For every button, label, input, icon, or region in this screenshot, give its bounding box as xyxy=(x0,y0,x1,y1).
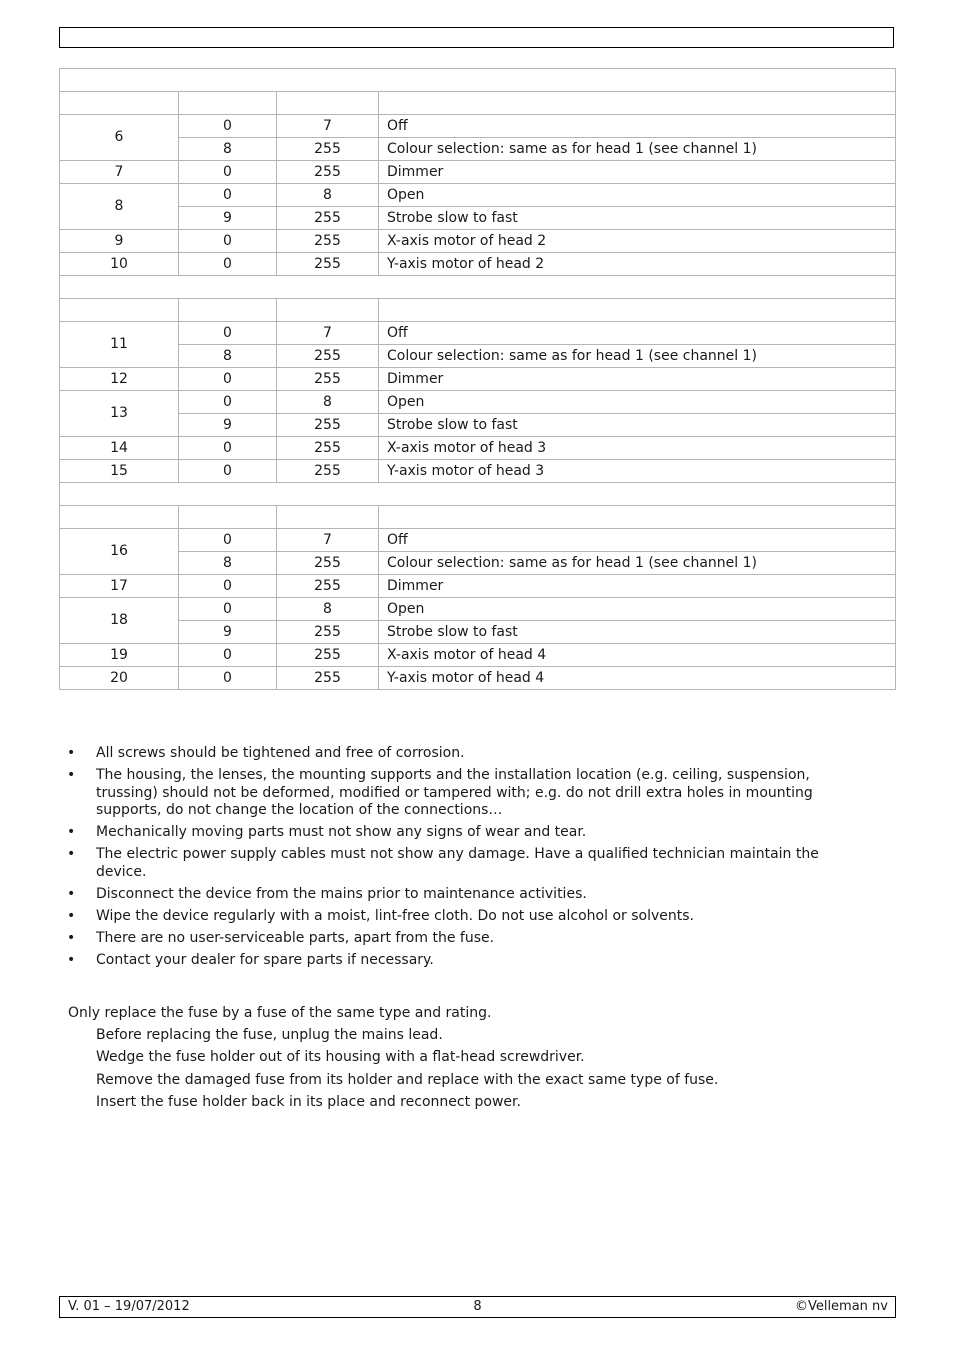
footer-version: V. 01 – 19/07/2012 xyxy=(68,1299,190,1314)
dmx-channel-table xyxy=(59,68,896,690)
maintenance-bullet-list xyxy=(67,745,867,974)
fuse-step: Remove the damaged fuse from its holder and replace with the exact same type of fuse. xyxy=(96,1071,719,1088)
column-header-row xyxy=(60,506,896,529)
function-cell: X-axis motor of head 4 xyxy=(379,644,896,667)
list-item: • The housing, the lenses, the mounting supports and the installation location (e.g. ceiling, suspension, trussing) should not be deformed, modified or tampered with; e.g. do not drill extra holes in mounting supports, do not change the location of the connections… xyxy=(67,767,867,820)
function-cell: Colour selection: same as for head 1 (see channel 1) xyxy=(379,345,896,368)
column-header-row xyxy=(60,299,896,322)
value-from-cell: 0 xyxy=(179,322,277,345)
value-to-cell: 255 xyxy=(277,552,379,575)
section-heading-row xyxy=(60,276,896,299)
value-to-cell: 255 xyxy=(277,667,379,690)
value-to-cell: 255 xyxy=(277,575,379,598)
list-item: • There are no user-serviceable parts, apart from the fuse. xyxy=(67,930,867,948)
value-to-cell: 255 xyxy=(277,437,379,460)
channel-cell: 7 xyxy=(60,161,179,184)
fuse-intro-text: Only replace the fuse by a fuse of the same type and rating. xyxy=(68,1005,492,1021)
channel-cell: 9 xyxy=(60,230,179,253)
list-item: • Mechanically moving parts must not show any signs of wear and tear. xyxy=(67,824,867,842)
channel-cell: 15 xyxy=(60,460,179,483)
value-from-cell: 0 xyxy=(179,437,277,460)
channel-cell: 8 xyxy=(60,184,179,230)
value-to-cell: 7 xyxy=(277,115,379,138)
value-to-cell: 255 xyxy=(277,230,379,253)
function-cell: Y-axis motor of head 2 xyxy=(379,253,896,276)
function-cell: Strobe slow to fast xyxy=(379,207,896,230)
value-to-cell: 255 xyxy=(277,345,379,368)
value-to-cell: 8 xyxy=(277,391,379,414)
table-row xyxy=(60,161,896,184)
section-heading-row xyxy=(60,483,896,506)
table-row xyxy=(60,184,896,207)
value-from-cell: 0 xyxy=(179,529,277,552)
function-cell: Off xyxy=(379,529,896,552)
value-from-cell: 0 xyxy=(179,575,277,598)
list-item: • Disconnect the device from the mains prior to maintenance activities. xyxy=(67,886,867,904)
page-footer xyxy=(59,1296,896,1318)
value-from-cell: 0 xyxy=(179,368,277,391)
function-cell: Open xyxy=(379,184,896,207)
footer-page-number: 8 xyxy=(473,1299,482,1314)
page-header-box xyxy=(59,27,894,48)
function-cell: Off xyxy=(379,322,896,345)
value-to-cell: 255 xyxy=(277,207,379,230)
value-to-cell: 255 xyxy=(277,138,379,161)
channel-cell: 11 xyxy=(60,322,179,368)
fuse-steps-list xyxy=(96,1027,718,1116)
section-heading-cell xyxy=(60,483,896,506)
channel-cell: 20 xyxy=(60,667,179,690)
list-item: • Wipe the device regularly with a moist, lint-free cloth. Do not use alcohol or solvents. xyxy=(67,908,867,926)
column-header-cell xyxy=(60,299,179,322)
fuse-step: Before replacing the fuse, unplug the mains lead. xyxy=(96,1027,443,1043)
column-header-cell xyxy=(277,506,379,529)
table-row xyxy=(60,460,896,483)
list-item: • All screws should be tightened and free of corrosion. xyxy=(67,745,867,763)
value-from-cell: 0 xyxy=(179,253,277,276)
value-from-cell: 0 xyxy=(179,184,277,207)
channel-cell: 10 xyxy=(60,253,179,276)
value-from-cell: 0 xyxy=(179,598,277,621)
channel-cell: 17 xyxy=(60,575,179,598)
column-header-cell xyxy=(179,299,277,322)
function-cell: Colour selection: same as for head 1 (see channel 1) xyxy=(379,552,896,575)
table-row xyxy=(60,138,896,161)
value-from-cell: 0 xyxy=(179,644,277,667)
table-row xyxy=(60,552,896,575)
value-from-cell: 8 xyxy=(179,345,277,368)
table-row xyxy=(60,207,896,230)
value-from-cell: 0 xyxy=(179,115,277,138)
table-row xyxy=(60,345,896,368)
channel-cell: 16 xyxy=(60,529,179,575)
table-row xyxy=(60,575,896,598)
column-header-row xyxy=(60,92,896,115)
value-to-cell: 8 xyxy=(277,598,379,621)
function-cell: Open xyxy=(379,598,896,621)
footer-copyright: ©Velleman nv xyxy=(794,1299,888,1314)
function-cell: Y-axis motor of head 4 xyxy=(379,667,896,690)
table-row xyxy=(60,368,896,391)
column-header-cell xyxy=(60,92,179,115)
value-to-cell: 7 xyxy=(277,322,379,345)
function-cell: Open xyxy=(379,391,896,414)
table-row xyxy=(60,391,896,414)
function-cell: Dimmer xyxy=(379,368,896,391)
list-item: • The electric power supply cables must not show any damage. Have a qualified technician maintain the device. xyxy=(67,846,867,881)
value-to-cell: 255 xyxy=(277,460,379,483)
table-row xyxy=(60,322,896,345)
column-header-cell xyxy=(277,299,379,322)
channel-cell: 6 xyxy=(60,115,179,161)
channel-cell: 18 xyxy=(60,598,179,644)
column-header-cell xyxy=(277,92,379,115)
fuse-step: Wedge the fuse holder out of its housing with a flat-head screwdriver. xyxy=(96,1049,585,1066)
function-cell: Colour selection: same as for head 1 (see channel 1) xyxy=(379,138,896,161)
function-cell: Dimmer xyxy=(379,575,896,598)
value-from-cell: 9 xyxy=(179,207,277,230)
value-from-cell: 9 xyxy=(179,621,277,644)
table-row xyxy=(60,437,896,460)
value-to-cell: 8 xyxy=(277,184,379,207)
section-heading-cell xyxy=(60,276,896,299)
column-header-cell xyxy=(179,506,277,529)
list-item: • Contact your dealer for spare parts if necessary. xyxy=(67,952,867,970)
column-header-cell xyxy=(179,92,277,115)
function-cell: Off xyxy=(379,115,896,138)
column-header-cell xyxy=(60,506,179,529)
fuse-step: Insert the fuse holder back in its place and reconnect power. xyxy=(96,1093,521,1110)
value-from-cell: 0 xyxy=(179,161,277,184)
table-row xyxy=(60,667,896,690)
value-to-cell: 255 xyxy=(277,621,379,644)
channel-cell: 19 xyxy=(60,644,179,667)
value-to-cell: 255 xyxy=(277,644,379,667)
value-to-cell: 255 xyxy=(277,368,379,391)
value-from-cell: 0 xyxy=(179,230,277,253)
column-header-cell xyxy=(379,299,896,322)
column-header-cell xyxy=(379,506,896,529)
value-from-cell: 8 xyxy=(179,138,277,161)
table-row xyxy=(60,253,896,276)
channel-cell: 12 xyxy=(60,368,179,391)
function-cell: X-axis motor of head 2 xyxy=(379,230,896,253)
channel-cell: 13 xyxy=(60,391,179,437)
table-row xyxy=(60,414,896,437)
table-row xyxy=(60,115,896,138)
value-from-cell: 0 xyxy=(179,460,277,483)
value-from-cell: 0 xyxy=(179,391,277,414)
value-to-cell: 255 xyxy=(277,161,379,184)
value-from-cell: 8 xyxy=(179,552,277,575)
value-from-cell: 9 xyxy=(179,414,277,437)
table-row xyxy=(60,644,896,667)
value-to-cell: 7 xyxy=(277,529,379,552)
function-cell: Dimmer xyxy=(379,161,896,184)
table-row xyxy=(60,598,896,621)
table-row xyxy=(60,621,896,644)
function-cell: Y-axis motor of head 3 xyxy=(379,460,896,483)
value-to-cell: 255 xyxy=(277,253,379,276)
value-from-cell: 0 xyxy=(179,667,277,690)
function-cell: Strobe slow to fast xyxy=(379,621,896,644)
function-cell: Strobe slow to fast xyxy=(379,414,896,437)
function-cell: X-axis motor of head 3 xyxy=(379,437,896,460)
value-to-cell: 255 xyxy=(277,414,379,437)
table-row xyxy=(60,230,896,253)
channel-cell: 14 xyxy=(60,437,179,460)
table-row xyxy=(60,529,896,552)
section-heading-row xyxy=(60,69,896,92)
section-heading-cell xyxy=(60,69,896,92)
column-header-cell xyxy=(379,92,896,115)
